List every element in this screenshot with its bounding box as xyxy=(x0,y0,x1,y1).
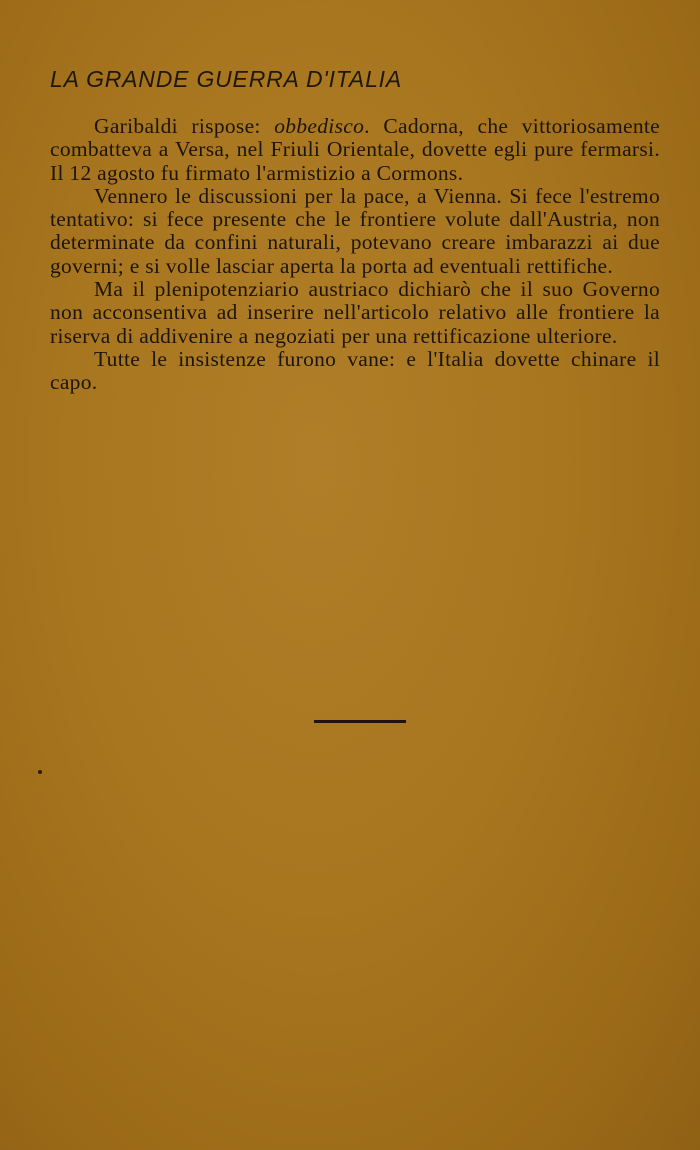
paragraph-2: Vennero le discussioni per la pace, a Vienna. Si fece l'estremo tentativo: si fece presente che le frontiere volute dall'Austria, non determinate da confini naturali, potevano creare imbarazzi ai due governi; e si volle lasciar aperta la porta ad eventuali rettifiche. xyxy=(50,183,660,278)
body-text xyxy=(50,115,660,395)
paragraph-1 xyxy=(50,115,660,185)
ink-speck xyxy=(38,770,42,774)
section-end-rule xyxy=(314,720,406,723)
paragraph-1-emphasis: obbedisco xyxy=(274,114,365,138)
paragraph-1-after: . Cadorna, che vittoriosamente combatteva a Versa, nel Friuli Orientale, dovette egli pure fermarsi. Il 12 agosto fu firmato l'armistizio a Cormons. xyxy=(50,114,661,185)
running-head: LA GRANDE GUERRA D'ITALIA xyxy=(50,66,402,92)
paragraph-4: Tutte le insistenze furono vane: e l'Italia dovette chinare il capo. xyxy=(50,346,660,395)
paragraph-1-before: Garibaldi rispose: xyxy=(94,114,275,138)
paragraph-3: Ma il plenipotenziario austriaco dichiarò che il suo Governo non acconsentiva ad inserire nell'articolo relativo alle frontiere la riserva di addivenire a negoziati per una rettificazione ulteriore. xyxy=(50,277,660,348)
